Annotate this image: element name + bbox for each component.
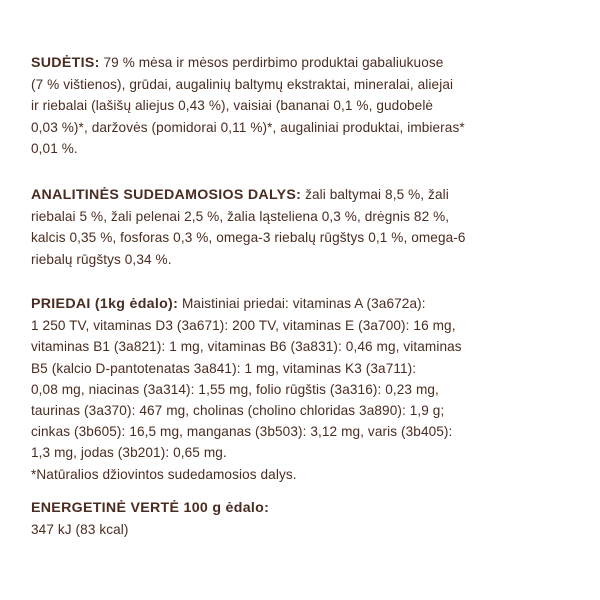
- additives-line: taurinas (3a370): 467 mg, cholinas (cholino chloridas 3a890): 1,9 g;: [31, 403, 445, 419]
- ingredients-section: [31, 52, 576, 159]
- ingredients-line: 0,03 %)*, daržovės (pomidorai 0,11 %)*, augaliniai produktai, imbieras*: [31, 119, 465, 135]
- energy-value: 347 kJ (83 kcal): [31, 522, 129, 538]
- ingredients-heading: SUDĖTIS:: [31, 55, 100, 71]
- analytical-heading: ANALITINĖS SUDEDAMOSIOS DALYS:: [31, 187, 302, 203]
- energy-section: [31, 498, 576, 540]
- footnote: *Natūralios džiovintos sudedamosios dalys.: [31, 466, 297, 482]
- analytical-line: riebalų rūgštys 0,34 %.: [31, 251, 172, 267]
- analytical-section: [31, 184, 576, 270]
- ingredients-line: (7 % vištienos), grūdai, augalinių baltymų ekstraktai, mineralai, aliejai: [31, 77, 454, 93]
- additives-text: Maistiniai priedai: vitaminas A (3a672a):: [178, 296, 426, 311]
- additives-heading: PRIEDAI (1kg ėdalo):: [31, 296, 179, 312]
- additives-line: B5 (kalcio D-pantotenatas 3a841): 1 mg, vitaminas K3 (3a711):: [31, 360, 417, 376]
- ingredients-line: ir riebalai (lašišų aliejus 0,43 %), vaisiai (bananai 0,1 %, gudobelė: [31, 98, 434, 114]
- additives-line: vitaminas B1 (3a821): 1 mg, vitaminas B6 (3a831): 0,46 mg, vitaminas: [31, 339, 462, 355]
- ingredients-text: 79 % mėsa ir mėsos perdirbimo produktai gabaliukuose: [99, 55, 444, 70]
- additives-line: cinkas (3b605): 16,5 mg, manganas (3b503): 3,12 mg, varis (3b405):: [31, 424, 453, 440]
- additives-line: 0,08 mg, niacinas (3a314): 1,55 mg, folio rūgštis (3a316): 0,23 mg,: [31, 381, 439, 397]
- additives-line-1: [31, 293, 576, 315]
- additives-line: 1,3 mg, jodas (3b201): 0,65 mg.: [31, 445, 227, 461]
- ingredients-line-1: [31, 52, 576, 74]
- analytical-line-1: [31, 184, 576, 206]
- analytical-line: kalcis 0,35 %, fosforas 0,3 %, omega-3 riebalų rūgštys 0,1 %, omega-6: [31, 230, 466, 246]
- analytical-text: žali baltymai 8,5 %, žali: [301, 187, 449, 202]
- additives-line: 1 250 TV, vitaminas D3 (3a671): 200 TV, vitaminas E (3a700): 16 mg,: [31, 318, 456, 334]
- additives-section: [31, 293, 576, 485]
- analytical-line: riebalai 5 %, žali pelenai 2,5 %, žalia ląsteliena 0,3 %, drėgnis 82 %,: [31, 209, 450, 225]
- ingredients-line: 0,01 %.: [31, 140, 78, 156]
- energy-heading: ENERGETINĖ VERTĖ 100 g ėdalo:: [31, 500, 270, 516]
